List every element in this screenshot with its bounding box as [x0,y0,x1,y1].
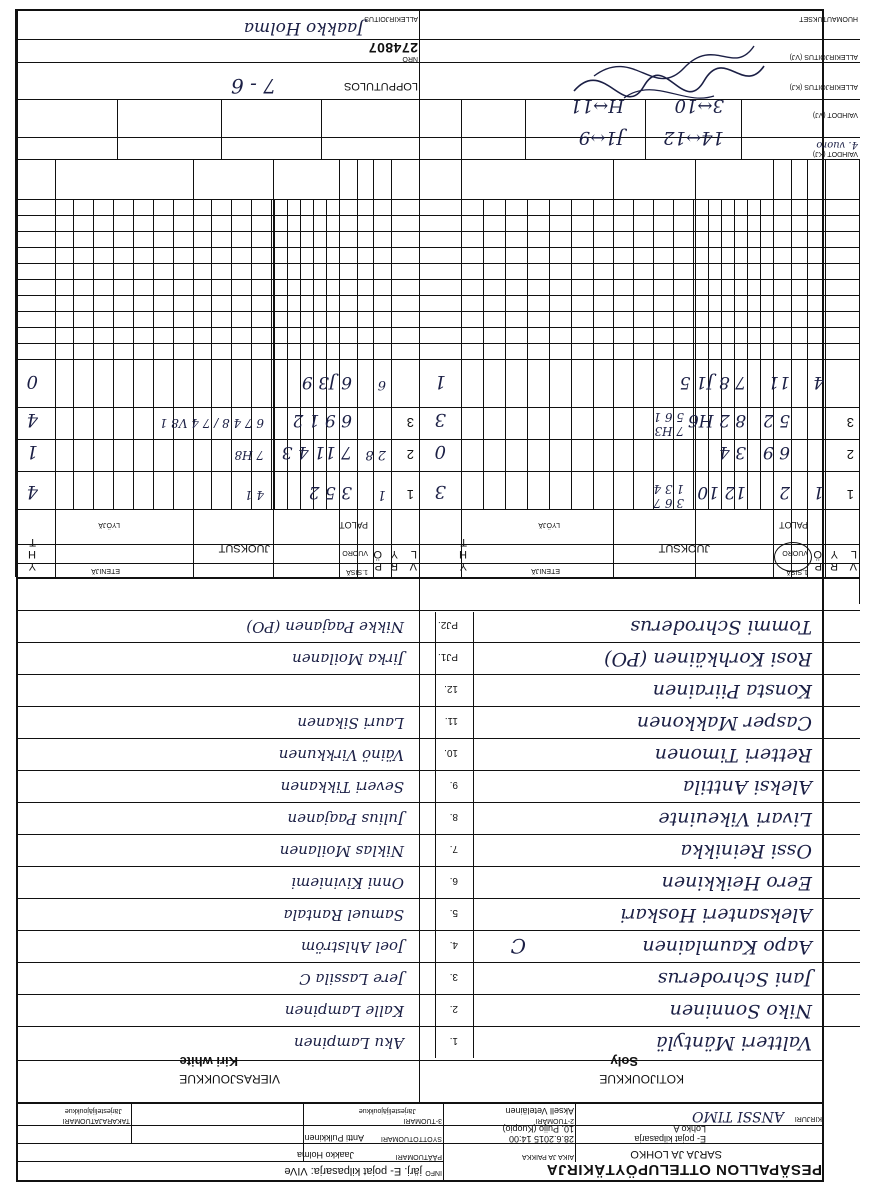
home-palot-value: 11 [768,372,790,392]
rule-line [16,866,860,867]
second-umpire-value: Aksell Veteläinen [505,1106,574,1116]
rule-line [93,200,94,510]
header-ry: R Y [830,548,838,572]
rule-line [193,160,194,577]
rule-line [645,100,646,160]
player-slot-number: 4. [449,939,458,950]
second-umpire-label: 2-TUOMARI [535,1117,574,1124]
away-player-name: Joel Ahlström [301,938,404,956]
away-vuoro-value: 1 [377,487,386,502]
away-palot-value: 7 11 4 3 [281,442,352,462]
header-yht: Y H T [28,536,36,572]
home-inning-total: 1 [434,371,446,392]
rule-line [231,200,232,510]
time-line1: 28.6.2015 14:00 [508,1134,574,1144]
pitch-umpire-label: SYÖTTÖTUOMARI [380,1135,442,1142]
rule-line [251,200,252,510]
player-slot-number: 5. [449,907,458,918]
sheet-title: PESÄPALLON OTTELUPÖYTÄKIRJA [546,1161,822,1178]
rule-line [791,160,792,577]
rule-line [773,200,774,510]
home-player-name: Aapo Kaumlainen [642,936,812,958]
player-slot-number: 7. [449,843,458,854]
rule-line [483,200,484,510]
home-runs-value: 7 8 J1 5 [679,372,746,392]
away-runs-value: 4 1 [244,488,264,502]
header-ry: R Y [390,548,398,572]
rule-line [16,802,860,803]
rule-line [313,200,314,510]
away-player-name: Kalle Lampinen [284,1002,404,1020]
rule-line [693,200,694,510]
team-signatures-icon [554,36,774,106]
main-umpire-value: Jaakko Holma [296,1150,354,1160]
home-header: KOTIJOUKKUE [599,1072,684,1086]
vaihdot-ke-1: 14↔12 [663,127,724,148]
header-vl: V L [849,548,857,572]
header-etenija: ETENIJÄ [91,567,120,574]
home-player-name: Jani Schroderus [657,968,812,990]
rule-line [117,100,118,160]
away-period-number: 1 [406,487,414,502]
vaihdot-ke-label: VAIHDOT (KJ) [812,150,858,157]
home-player-name: Livari Vikeuinte [658,808,812,830]
home-player-name: Retteri Timonen [654,744,812,766]
header-sisa: 1.SISÄ [346,568,368,575]
rule-line [300,200,301,510]
rule-line [760,200,761,510]
vaihdot-ke-2: J1↔9 [578,127,624,148]
header-etenija: ETENIJÄ [531,567,560,574]
header-lyoja: LYÖJÄ [538,521,560,528]
rule-line [357,160,358,577]
series-line1: E- pojat kilpasarja [634,1134,706,1144]
rule-line [16,962,860,963]
referee-signature: Jaakko Holma [243,18,364,38]
info-value: järj. E- pojat kilpasarja: VIVe [284,1165,422,1177]
home-runs-value: 3 4 [718,442,746,462]
player-slot-number: 3. [449,971,458,982]
home-player-name: Tommi Schroderus [630,616,812,638]
away-player-name: Jere Lassila C [299,970,404,988]
away-inning-total: 1 [26,441,38,462]
vaihdot-ve-1: 3↔10 [674,95,724,116]
pitch-umpire-value: Antti Pulkkinen [304,1133,364,1143]
vaihdot-ve-label: VAIHDOT (VJ) [812,111,858,118]
info-label: INFO [425,1169,442,1176]
main-umpire-label: PÄÄTUOMARI [395,1153,442,1160]
allekirjoitus-kj-label: ALLEKIRJOITUS (KJ) [789,83,858,90]
rule-line [274,200,275,510]
away-player-name: Lauri Sikanen [297,714,404,732]
home-player-name: Ossi Reinikka [680,840,812,862]
rule-line [505,200,506,510]
away-vuoro-value: 6 [377,377,386,392]
rule-line [721,200,722,510]
rule-line [16,674,860,675]
home-player-name: Konsta Piirainen [652,680,812,702]
rule-line [16,770,860,771]
rule-line [419,9,420,160]
rule-line [525,100,526,160]
rule-line [859,579,860,604]
time-place-label: AIKA JA PAIKKA [521,1153,574,1160]
rule-line [321,100,322,160]
rule-line [287,200,288,510]
lopputulos-value: 7 - 6 [231,74,276,98]
away-palot-value: 6 J3 9 [301,372,352,392]
rule-line [435,612,436,1058]
home-inning-total: 0 [434,441,446,462]
home-palot-value: 2 [779,482,790,502]
away-player-name: Severi Tikkanen [280,778,404,796]
rule-line [673,200,674,510]
rule-line [633,200,634,510]
home-etenija-low: 1 3 4 [653,482,684,496]
rule-line [153,200,154,510]
rule-line [593,200,594,510]
time-line2: 10. Puijo (Kuopio) [502,1124,574,1134]
home-player-name: Aleksi Anttila [682,776,812,798]
home-inning-total: 3 [434,481,446,502]
away-inning-total: 4 [26,481,38,502]
away-player-name: Niklas Moilanen [279,842,404,860]
nro-value: 274807 [368,40,418,56]
lopputulos-label: LOPPUTULOS [344,80,418,92]
vaihdot-ve-2: H↔11 [570,95,624,116]
header-lyoja: LYÖJÄ [98,521,120,528]
header-sisa: 1.SISÄ [786,568,808,575]
rule-line [16,898,860,899]
home-player-name: Aleksanteri Hoskari [620,904,812,926]
third-umpire-label: 3-TUOMARI [403,1117,442,1124]
rule-line [473,612,474,1058]
rule-line [15,160,16,577]
away-period-number: 3 [406,415,414,430]
rule-line [271,200,272,510]
huomautukset-label: HUOMAUTUKSET [799,15,858,22]
rule-line [55,160,56,577]
rule-line [741,100,742,160]
home-etenija-top: 7 H3 [654,424,684,438]
home-etenija-top: 3 6 7 [653,496,684,510]
player-slot-number: 11. [444,715,458,726]
header-vl: V L [409,548,417,572]
back-umpire-label: TAKARAJATUOMARI [62,1117,130,1124]
rule-line [461,200,462,510]
rule-line [16,159,860,160]
header-palot: PALOT [339,520,368,530]
rule-line [16,738,860,739]
away-palot-value: 3 5 2 [308,482,352,502]
away-player-name: Julius Paajanen [287,810,404,828]
home-player-name: Niko Sonninen [669,1000,812,1022]
rule-line [653,200,654,510]
home-player-name: Eero Heikkinen [661,872,812,894]
header-juoksut: JUOKSUT [658,542,710,554]
header-vuoro: VUORO [342,549,368,556]
away-player-name: Onni Kiviniemi [291,874,404,892]
player-slot-number: 10. [444,747,458,758]
rule-line [419,160,420,577]
rule-line [16,544,860,545]
header-po: P Ö [373,548,382,572]
rule-line [807,160,808,577]
home-palot-value: 5 2 [762,410,790,430]
rule-line [734,200,735,510]
player-slot-number: PJ2. [437,619,458,630]
player-slot-number: 12. [444,683,458,694]
home-player-name: Valtteri Mäntylä [656,1032,812,1054]
home-runs-value: 8 2 H6 [687,410,746,430]
player-slot-number: 6. [449,875,458,886]
away-inning-total: 4 [26,409,38,430]
header-juoksut: JUOKSUT [218,542,270,554]
away-header: VIERASJOUKKUE [179,1072,280,1086]
home-palot-value: 6 9 [762,442,790,462]
home-period-number: 2 [846,447,854,462]
rule-line [859,160,860,577]
player-slot-number: 2. [449,1003,458,1014]
away-runs-value: 6 7 4 8 / 7 4 V8 1 [159,416,264,430]
rule-line [73,200,74,510]
allekirjoitus-label: ALLEKIRJOITUS [364,15,418,22]
series-line2: Lohko A [673,1124,706,1134]
allekirjoitus-vj-label: ALLEKIRJOITUS (VJ) [789,53,858,60]
header-vuoro: VUORO [782,549,808,556]
nro-label: NRO [402,55,418,62]
home-player-name: Rosi Korhkäinen (PO) [604,648,812,670]
rule-line [549,200,550,510]
rule-line [613,160,614,577]
rule-line [695,200,696,510]
rule-line [391,160,392,577]
captain-mark: C [510,934,526,958]
rule-line [16,706,860,707]
player-slot-number: 1. [449,1035,458,1046]
rule-line [571,200,572,510]
home-vuoro-value: 1 [813,482,824,502]
rule-line [825,160,826,577]
away-vuoro-value: 2 8 [365,447,386,462]
home-team-name: Soly [610,1054,638,1069]
rule-line [339,200,340,510]
rule-line [133,200,134,510]
home-etenija-low: 5 6 1 [653,410,684,424]
away-player-name: Aku Lampinen [293,1034,404,1052]
third-umpire-sub: Järjestelijäjoukkue [358,1107,416,1114]
scribe-label: KIRJURI [794,1115,822,1122]
back-umpire-sub: Järjestelijäjoukkue [64,1107,122,1114]
home-player-name: Casper Makkonen [636,712,812,734]
rule-line [708,200,709,510]
away-palot-value: 6 9 1 2 [292,410,352,430]
rule-line [16,1026,860,1027]
away-period-number: 2 [406,447,414,462]
rule-line [221,100,222,160]
away-team-name: Kiri white [179,1054,238,1069]
header-po: P Ö [813,548,822,572]
home-runs-value: 12 10 [697,482,746,502]
rule-line [16,994,860,995]
rule-line [113,200,114,510]
home-period-number: 3 [846,415,854,430]
player-slot-number: PJ1. [437,651,458,662]
rule-line [211,200,212,510]
rule-line [527,200,528,510]
header-palot: PALOT [779,520,808,530]
away-runs-value: 7 H8 [234,448,264,462]
rule-line [373,160,374,577]
rule-line [16,563,860,564]
rule-line [173,200,174,510]
header-yht: Y H T [459,536,467,572]
scribe-value: ANSSI TIMO [692,1108,784,1124]
player-slot-number: 8. [449,811,458,822]
away-player-name: Samuel Rantala [283,906,404,924]
home-inning-total: 3 [434,409,446,430]
home-period-number: 1 [846,487,854,502]
away-player-name: Väinö Virkkunen [278,746,404,764]
away-player-name: Nikke Paajanen (PO) [246,618,404,636]
rule-line [326,200,327,510]
rule-line [16,834,860,835]
rule-line [747,200,748,510]
away-inning-total: 0 [26,371,38,392]
away-player-name: Jirka Moilanen [292,650,404,668]
rule-line [16,642,860,643]
vaihdot-ke-note: 4. vuoro [816,139,858,150]
sisa-circle [774,542,812,572]
rule-line [461,100,462,160]
rule-line [15,9,16,200]
player-slot-number: 9. [449,779,458,790]
rule-line [16,930,860,931]
home-vuoro-value: 4 [813,372,824,392]
series-label: SARJA JA LOHKO [630,1148,722,1160]
rule-line [16,610,860,611]
rule-line [16,137,860,138]
